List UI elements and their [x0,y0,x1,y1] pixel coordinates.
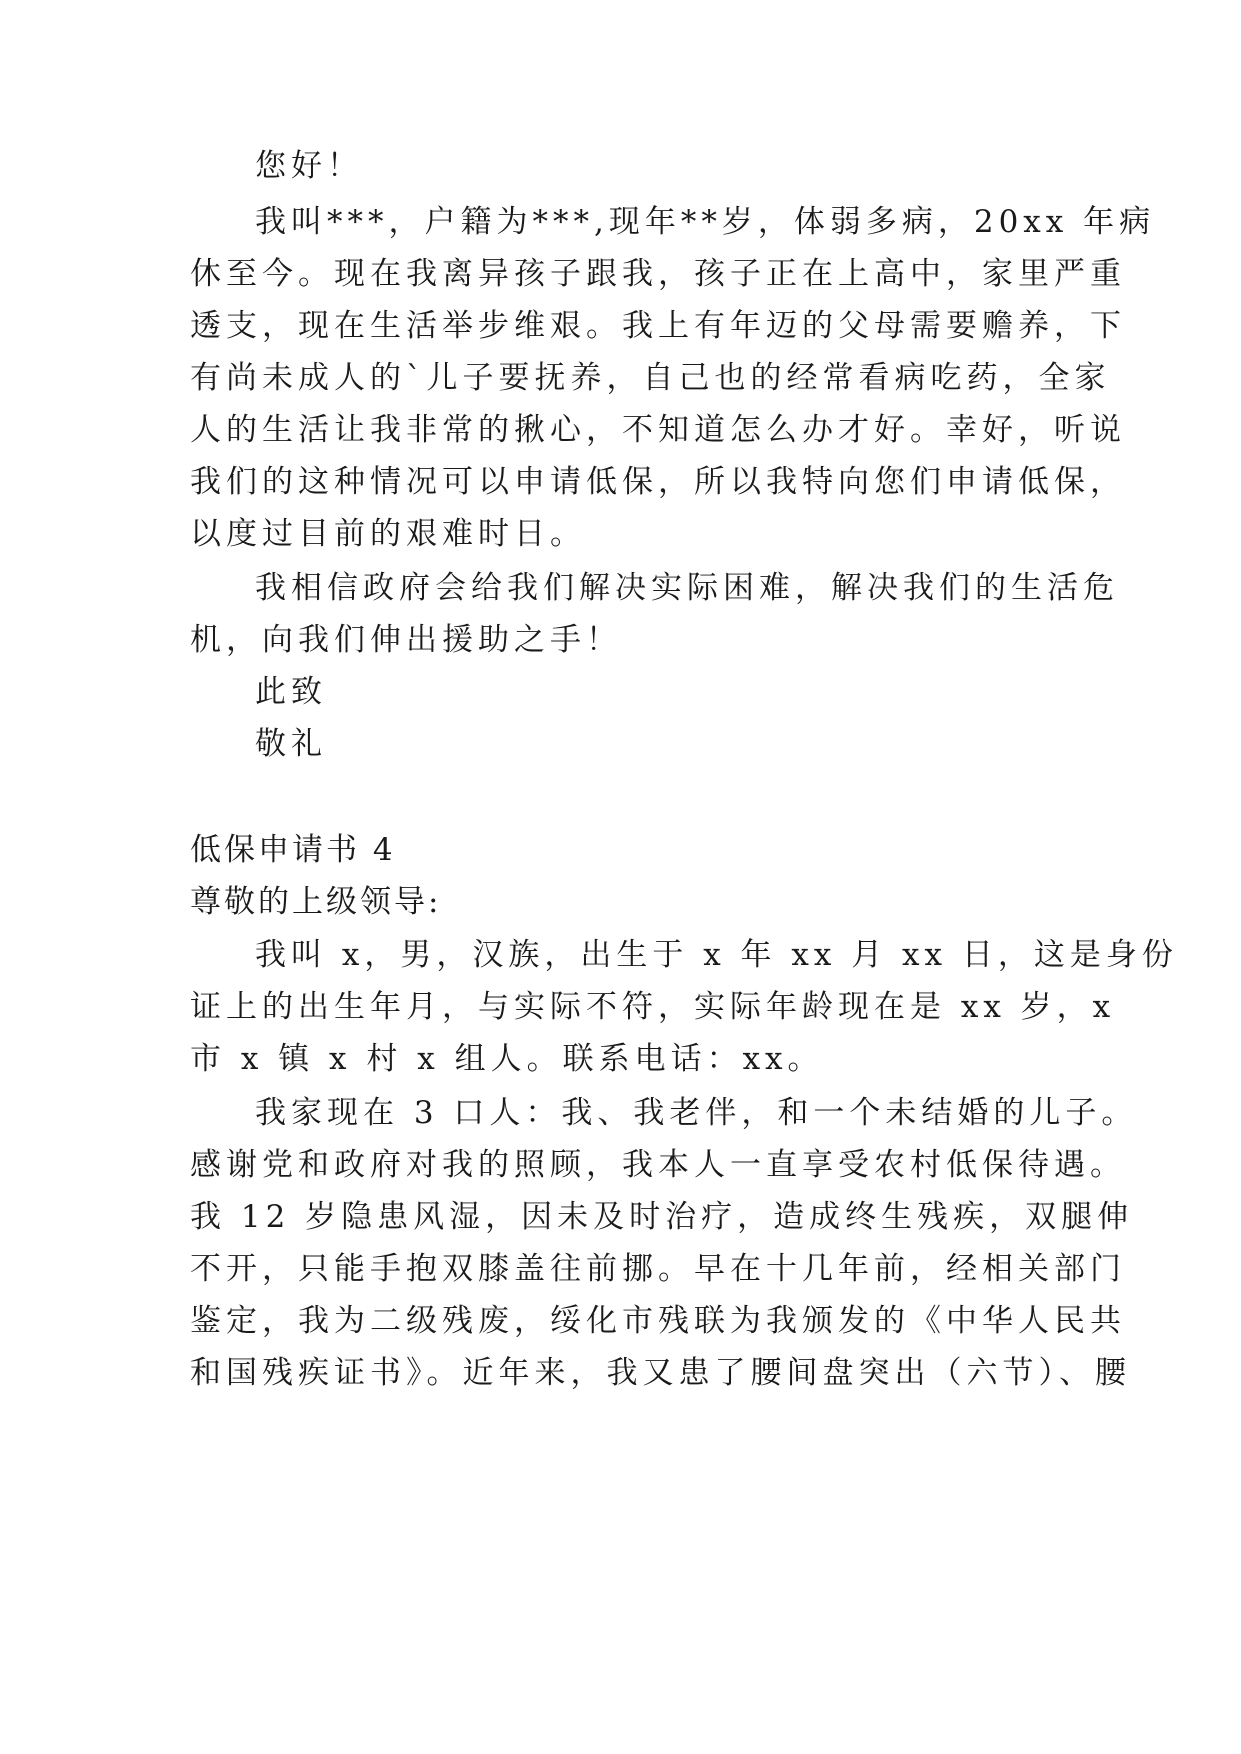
paragraph-line: 以度过目前的艰难时日。 [190,516,586,552]
paragraph-line: 我 12 岁隐患风湿，因未及时治疗，造成终生残疾，双腿伸 [190,1199,1134,1235]
paragraph-line: 不开，只能手抱双膝盖往前挪。早在十几年前，经相关部门 [190,1251,1126,1287]
closing-jing-li: 敬礼 [255,726,327,762]
paragraph-line: 证上的出生年月，与实际不符，实际年龄现在是 xx 岁，x [190,989,1116,1025]
paragraph-line: 人的生活让我非常的揪心，不知道怎么办才好。幸好，听说 [190,412,1126,448]
salutation: 尊敬的上级领导: [190,884,442,920]
paragraph-line: 市 x 镇 x 村 x 组人。联系电话：xx。 [190,1041,824,1077]
greeting: 您好！ [255,148,363,184]
closing-ci-zhi: 此致 [255,674,327,710]
paragraph-line: 感谢党和政府对我的照顾，我本人一直享受农村低保待遇。 [190,1147,1126,1183]
section-title: 低保申请书 4 [190,832,396,868]
paragraph-line: 和国残疾证书》。近年来，我又患了腰间盘突出（六节）、腰 [190,1355,1131,1391]
paragraph-line: 我叫 x，男，汉族，出生于 x 年 xx 月 xx 日，这是身份 [255,937,1178,973]
paragraph-line: 鉴定，我为二级残废，绥化市残联为我颁发的《中华人民共 [190,1303,1126,1339]
paragraph-line: 休至今。现在我离异孩子跟我，孩子正在上高中，家里严重 [190,256,1126,292]
paragraph-line: 机，向我们伸出援助之手！ [190,622,622,658]
paragraph-line: 透支，现在生活举步维艰。我上有年迈的父母需要赡养，下 [190,308,1126,344]
paragraph-line: 我叫***，户籍为***,现年**岁，体弱多病，20xx 年病 [255,204,1156,240]
paragraph-line: 我们的这种情况可以申请低保，所以我特向您们申请低保， [190,464,1126,500]
paragraph-line: 有尚未成人的`儿子要抚养，自己也的经常看病吃药，全家 [190,360,1111,396]
paragraph-line: 我相信政府会给我们解决实际困难，解决我们的生活危 [255,570,1119,606]
paragraph-line: 我家现在 3 口人：我、我老伴，和一个未结婚的儿子。 [255,1095,1138,1131]
